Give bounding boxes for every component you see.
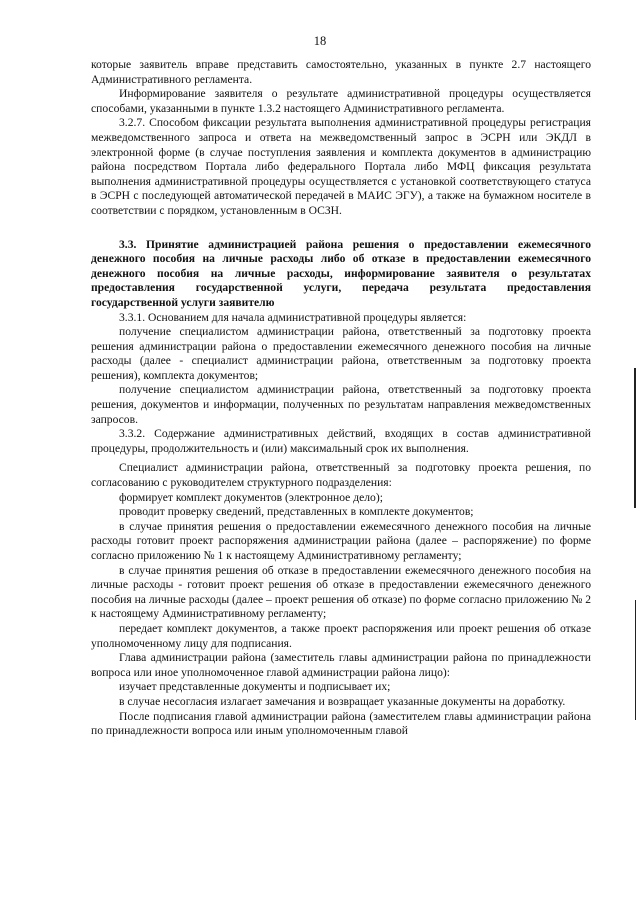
paragraph: 3.3.2. Содержание административных действий, входящих в состав административной процедуры, продолжительность и (или) максимальный срок их выполнения. [91,427,591,455]
paragraph: получение специалистом администрации района, ответственный за подготовку проекта решения, документов и информации, полученных по результатам направления межведомственных запросов. [91,383,591,426]
paragraph: которые заявитель вправе представить самостоятельно, указанных в пункте 2.7 настоящего Административного регламента. [91,58,591,86]
page-number: 18 [313,34,327,48]
list-item: в случае принятия решения об отказе в предоставлении ежемесячного денежного пособия на личные расходы - готовит проект решения об отказе в предоставлении ежемесячного денежного пособия на личные расходы (далее – проект решения об отказе) по форме согласно приложению № 2 к настоящему Административному регламенту; [91,563,591,621]
scan-edge-mark [635,600,636,720]
list-item: формирует комплект документов (электронное дело); [119,490,383,504]
list-item: в случае принятия решения о предоставлении ежемесячного денежного пособия на личные расходы готовит проект распоряжения администрации района (далее – распоряжение) по форме согласно приложению № 1 к настоящему Административному регламенту; [91,519,591,562]
section-heading: 3.3. Принятие администрацией района решения о предоставлении ежемесячного денежного пособия на личные расходы либо об отказе в предоставлении ежемесячного денежного пособия на личные расходы, информирование заявителя о результатах предоставления государственной услуги, передача результата предоставления государственной услуги заявителю [91,237,591,309]
paragraph: 3.3.1. Основанием для начала административной процедуры является: [119,310,467,324]
paragraph: Глава администрации района (заместитель главы администрации района по принадлежности вопроса или иное уполномоченное главой администрации района лицо): [91,651,591,679]
list-item: передает комплект документов, а также проект распоряжения или проект решения об отказе уполномоченному лицу для подписания. [91,621,591,650]
scan-edge-mark [634,368,636,508]
list-item: проводит проверку сведений, представленных в комплекте документов; [119,505,474,519]
list-item: в случае несогласия излагает замечания и возвращает указанные документы на доработку. [119,694,566,708]
paragraph: Информирование заявителя о результате административной процедуры осуществляется способами, указанными в пункте 1.3.2 настоящего Административного регламента. [91,87,591,115]
paragraph: После подписания главой администрации района (заместителем главы администрации района по принадлежности вопроса или иным уполномоченным главой [91,709,591,738]
paragraph: Специалист администрации района, ответственный за подготовку проекта решения, по согласованию с руководителем структурного подразделения: [91,461,591,490]
paragraph: получение специалистом администрации района, ответственный за подготовку проекта решения администрации района о предоставлении ежемесячного денежного пособия на личные расходы (далее - специалист администрации района, ответственным за подготовку проекта решения), комплекта документов; [91,325,591,382]
paragraph: 3.2.7. Способом фиксации результата выполнения административной процедуры регистрация межведомственного запроса и ответа на межведомственный запрос в ЭСРН или ЭКДЛ в электронной форме (в случае поступления заявления и комплекта документов в администрацию района посредством Портала либо федерального Портала либо МФЦ фиксация результата выполнения административной процедуры осуществляется с установкой соответствующего статуса в ЭСРН с последующей автоматической передачей в МАИС ЭГУ), а также на бумажном носителе в соответствии с порядком, установленным в ОСЗН. [91,116,591,217]
list-item: изучает представленные документы и подписывает их; [119,680,391,694]
document-body [91,58,591,739]
